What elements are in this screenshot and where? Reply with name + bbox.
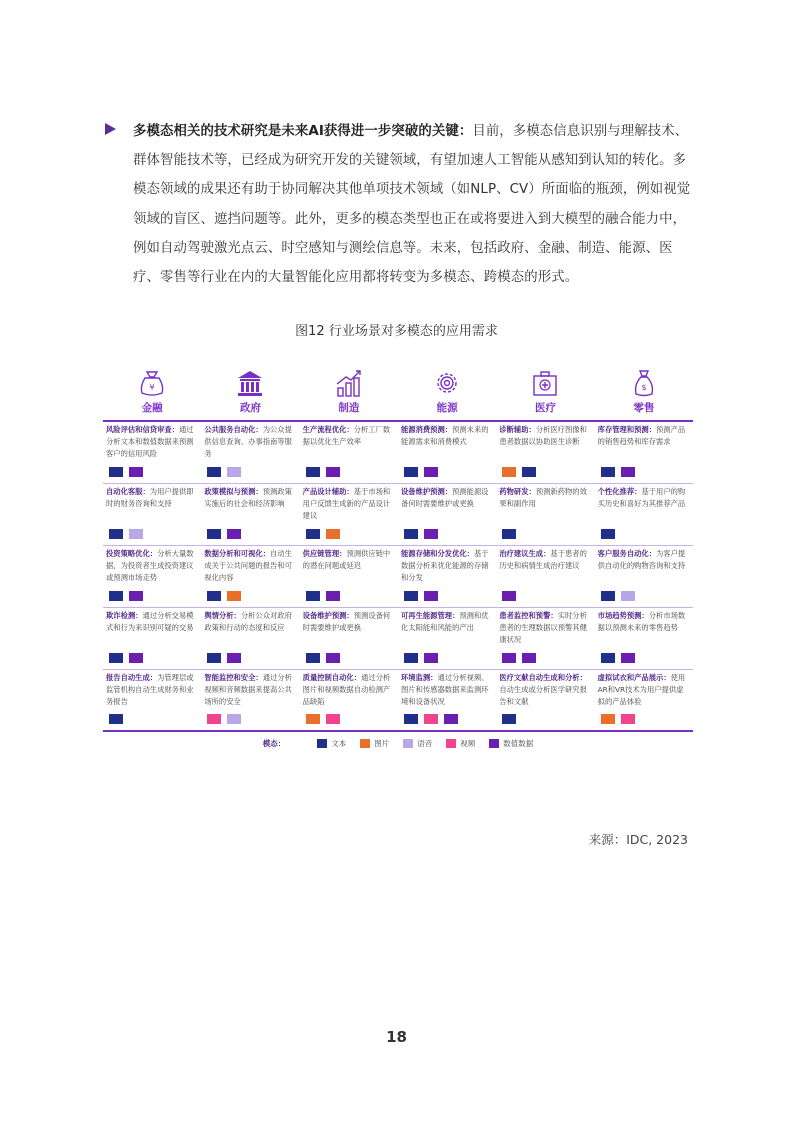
scenario-text [106,610,198,634]
modality-markers [404,467,438,477]
modality-marker [207,467,221,477]
modality-markers [109,529,143,539]
scenario-heading: 患者监控和预警： [499,611,558,620]
modality-marker [404,714,418,724]
modality-marker [326,653,340,663]
scenario-heading: 医疗文献自动生成和分析： [499,673,587,682]
modality-marker [621,467,635,477]
scenario-heading: 个性化推荐： [597,487,642,496]
scenario-description: 预测产品的销售趋势和库存需求 [597,425,686,447]
scenario-heading: 供应链管理： [302,549,347,558]
legend-item-numeric [489,738,533,749]
scenario-cell [201,608,299,670]
scenario-text [401,610,493,634]
modality-marker [601,591,615,601]
scenario-grid [103,422,693,732]
scenario-cell [398,484,496,546]
scenario-text [303,672,395,709]
scenario-description: 通过分析图片和视频数据自动检测产品缺陷 [302,673,391,707]
category-label: 医疗 [534,402,556,414]
modality-marker [424,467,438,477]
modality-markers [207,467,241,477]
legend-item-voice [403,738,432,749]
scenario-cell [103,670,201,732]
legend-title: 模态： [262,739,286,748]
modality-marker [601,714,615,724]
svg-text:$: $ [641,383,647,392]
scenario-text [401,548,493,585]
source-note: 来源：IDC, 2023 [588,832,688,847]
modality-markers [601,591,635,601]
scenario-description: 基于患者的历史和病情生成治疗建议 [499,549,587,571]
manufacturing-chart-icon [333,368,365,398]
scenario-text [499,672,591,709]
scenario-heading: 投资策略优化： [106,549,158,558]
scenario-text [499,548,591,572]
scenario-cell [595,608,693,670]
legend-swatch [317,739,327,748]
scenario-heading: 客户服务自动化： [597,549,657,558]
modality-marker [306,467,320,477]
modality-markers [207,529,241,539]
scenario-description: 预测新药物的效果和副作用 [499,487,587,509]
scenario-cell [398,422,496,484]
scenario-description: 预测设备何时需要维护或更换 [302,611,391,633]
category-finance [103,368,201,418]
scenario-heading: 环境监测： [401,673,438,682]
modality-markers [502,714,516,724]
scenario-text [598,610,690,634]
scenario-description: 预测和优化太阳能和风能的产出 [401,611,489,633]
scenario-description: 预测未来的能源需求和消费模式 [401,425,489,447]
triangle-bullet-icon [105,123,116,135]
scenario-description: 分析大量数据，为投资者生成投资建议或预测市场走势 [106,549,194,583]
modality-markers [404,591,438,601]
modality-marker [404,467,418,477]
scenario-text [401,486,493,510]
scenario-text [598,672,690,709]
scenario-heading: 智能监控和安全： [204,673,263,682]
scenario-heading: 数据分析和可视化： [204,549,270,558]
scenario-description: 自动生成关于公共问题的报告和可视化内容 [204,549,292,583]
modality-marker [306,653,320,663]
modality-markers [306,591,340,601]
scenario-description: 分析公众对政府政策和行动的态度和反应 [204,611,292,633]
scenario-heading: 能源存储和分发优化： [401,549,474,558]
legend-item-text [317,738,346,749]
modality-marker [621,714,635,724]
scenario-heading: 生产流程优化： [302,425,354,434]
scenario-text [303,486,395,523]
scenario-cell [300,670,398,732]
scenario-heading: 设备维护预测： [302,611,354,620]
modality-marker [109,714,123,724]
intro-body-text: 目前，多模态信息识别与理解技术、群体智能技术等，已经成为研究开发的关键领域，有望加速人工智能从感知到认知的转化。多模态领域的成果还有助于协同解决其他单项技术领域（如NLP、CV）所面临的瓶颈，例如视觉领域的盲区、遮挡问题等。此外，更多的模态类型也正在或将要进入到大模型的融合能力中，例如自动驾驶激光点云、时空感知与测绘信息等。未来，包括政府、金融、制造、能源、医疗、零售等行业在内的大量智能化应用都将转变为多模态、跨模态的形式。 [133,124,691,286]
government-icon [234,368,266,398]
scenario-text [204,424,296,461]
scenario-text [499,610,591,647]
scenario-cell [595,546,693,608]
scenario-heading: 市场趋势预测： [597,611,649,620]
scenario-description: 使用AR和VR技术为用户提供虚拟的产品体验 [597,673,686,707]
scenario-heading: 库存管理和预测： [597,425,657,434]
modality-marker [227,467,241,477]
modality-marker [306,714,320,724]
page-number: 18 [386,1028,407,1046]
scenario-description: 为用户提供即时的财务咨询和支持 [106,487,194,509]
scenario-cell [103,484,201,546]
scenario-text [106,486,198,510]
modality-marker [444,714,458,724]
modality-marker [326,529,340,539]
legend-item-image [360,738,389,749]
modality-markers [601,653,635,663]
scenario-text [303,548,395,572]
modality-marker [227,653,241,663]
scenario-description: 分析医疗图像和患者数据以协助医生诊断 [499,425,587,447]
scenario-text [598,424,690,448]
industry-modality-figure [103,368,693,749]
modality-marker [601,653,615,663]
modality-marker [306,591,320,601]
modality-markers [502,529,516,539]
scenario-cell [103,608,201,670]
scenario-cell [103,422,201,484]
scenario-cell [595,484,693,546]
category-medical [496,368,594,418]
category-label: 制造 [338,402,360,414]
modality-marker [207,591,221,601]
modality-marker [424,591,438,601]
modality-marker [424,653,438,663]
modality-legend [103,738,693,749]
modality-marker [502,467,516,477]
scenario-heading: 治疗建议生成： [499,549,551,558]
scenario-cell [398,670,496,732]
scenario-description: 预测能源设备何时需要维护或更换 [401,487,489,509]
modality-marker [109,591,123,601]
scenario-text [303,610,395,634]
scenario-text [204,610,296,634]
modality-markers [207,714,241,724]
category-header-row [103,368,693,418]
scenario-text [499,486,591,510]
modality-marker [621,591,635,601]
scenario-description: 实时分析患者的生理数据以预警其健康状况 [499,611,587,645]
modality-markers [306,529,340,539]
modality-marker [129,653,143,663]
scenario-cell [595,422,693,484]
legend-swatch [489,739,499,748]
scenario-text [598,486,690,510]
modality-marker [227,529,241,539]
scenario-cell [496,608,594,670]
scenario-description: 基于市场和用户反馈生成新的产品设计建议 [302,487,391,521]
scenario-cell [496,484,594,546]
scenario-heading: 报告自动生成： [106,673,158,682]
category-energy [398,368,496,418]
scenario-description: 为管理层或监管机构自动生成财务和业务报告 [106,673,194,707]
modality-marker [522,653,536,663]
legend-label: 文本 [331,739,347,748]
scenario-description: 通过分析视频和音频数据来提高公共场所的安全 [204,673,292,707]
category-government [201,368,299,418]
scenario-description: 分析市场数据以预测未来的零售趋势 [597,611,686,633]
modality-markers [502,467,536,477]
modality-markers [502,653,536,663]
modality-marker [227,591,241,601]
modality-markers [109,714,123,724]
scenario-description: 预测政策实施后的社会和经济影响 [204,487,292,509]
scenario-text [499,424,591,448]
legend-swatch [360,739,370,748]
scenario-text [204,672,296,709]
modality-marker [207,714,221,724]
scenario-text [204,548,296,585]
modality-markers [601,714,635,724]
modality-markers [404,653,438,663]
modality-marker [502,529,516,539]
modality-marker [522,467,536,477]
retail-bag-icon [628,368,660,398]
scenario-cell [300,546,398,608]
scenario-cell [103,546,201,608]
scenario-heading: 欺诈检测： [106,611,143,620]
modality-markers [306,653,340,663]
legend-swatch [446,739,456,748]
intro-paragraph-block [105,117,695,292]
modality-marker [502,714,516,724]
scenario-cell [496,546,594,608]
category-label: 能源 [436,402,458,414]
scenario-description: 为公众提供信息查询、办事指南等服务 [204,425,292,459]
scenario-cell [398,546,496,608]
medical-kit-icon [529,368,561,398]
category-label: 金融 [141,402,163,414]
category-manufacturing [300,368,398,418]
scenario-text [303,424,395,448]
scenario-heading: 药物研发： [499,487,536,496]
modality-markers [109,591,143,601]
scenario-text [106,672,198,709]
modality-marker [306,529,320,539]
scenario-heading: 风险评估和信贷审查： [106,425,179,434]
modality-marker [227,714,241,724]
modality-marker [207,529,221,539]
scenario-heading: 政策模拟与预测： [204,487,263,496]
scenario-cell [398,608,496,670]
moneybag-icon [136,368,168,398]
legend-label: 视频 [460,739,476,748]
scenario-heading: 质量控制自动化： [302,673,362,682]
modality-marker [129,591,143,601]
category-label: 零售 [633,402,655,414]
modality-marker [621,653,635,663]
figure-title: 图12 行业场景对多模态的应用需求 [295,324,498,339]
scenario-text [204,486,296,510]
scenario-text [106,548,198,585]
scenario-description: 通过分析交易模式和行为来识别可疑的交易 [106,611,194,633]
scenario-description: 为客户提供自动化的购物咨询和支持 [597,549,686,571]
scenario-cell [496,422,594,484]
modality-marker [502,653,516,663]
scenario-heading: 可再生能源管理： [401,611,460,620]
legend-label: 语音 [417,739,433,748]
modality-marker [326,467,340,477]
intro-bold-lead: 多模态相关的技术研究是未来AI获得进一步突破的关键： [133,124,473,139]
scenario-heading: 公共服务自动化： [204,425,263,434]
modality-marker [326,591,340,601]
modality-marker [424,714,438,724]
scenario-text [401,672,493,709]
modality-marker [129,529,143,539]
modality-markers [207,653,241,663]
modality-marker [404,653,418,663]
modality-marker [109,653,123,663]
scenario-cell [496,670,594,732]
modality-marker [109,467,123,477]
scenario-text [401,424,493,448]
modality-markers [207,591,241,601]
modality-marker [502,591,516,601]
scenario-description: 基于数据分析来优化能源的存储和分发 [401,549,489,583]
modality-markers [601,467,635,477]
modality-markers [404,714,458,724]
scenario-cell [300,608,398,670]
intro-paragraph [133,117,695,292]
modality-marker [109,529,123,539]
legend-label: 图片 [374,739,390,748]
modality-marker [129,467,143,477]
modality-markers [404,529,438,539]
modality-marker [601,529,615,539]
scenario-text [106,424,198,461]
scenario-cell [201,546,299,608]
scenario-heading: 设备维护预测： [401,487,453,496]
scenario-heading: 产品设计辅助： [302,487,354,496]
category-retail [595,368,693,418]
modality-markers [306,467,340,477]
modality-marker [424,529,438,539]
modality-marker [404,529,418,539]
modality-markers [109,653,143,663]
scenario-heading: 能源消费预测： [401,425,453,434]
scenario-cell [201,484,299,546]
svg-text:¥: ¥ [149,383,155,392]
modality-markers [502,591,516,601]
scenario-cell [201,422,299,484]
legend-label: 数值数据 [503,739,534,748]
scenario-description: 分析工厂数据以优化生产效率 [302,425,391,447]
scenario-cell [201,670,299,732]
scenario-description: 通过分析视频、图片和传感器数据来监测环境和设备状况 [401,673,489,707]
scenario-heading: 诊断辅助： [499,425,536,434]
scenario-cell [300,484,398,546]
modality-marker [601,467,615,477]
category-label: 政府 [239,402,261,414]
modality-marker [326,714,340,724]
modality-markers [601,529,615,539]
scenario-heading: 自动化客服： [106,487,150,496]
modality-markers [109,467,143,477]
legend-item-video [446,738,475,749]
scenario-cell [300,422,398,484]
modality-marker [207,653,221,663]
modality-markers [306,714,340,724]
scenario-description: 自动生成或分析医学研究报告和文献 [499,685,587,707]
scenario-description: 基于用户的购买历史和喜好为其推荐产品 [597,487,686,509]
scenario-heading: 舆情分析： [204,611,241,620]
scenario-description: 通过分析文本和数值数据来预测客户的信用风险 [106,425,194,459]
scenario-heading: 虚拟试衣和产品展示： [597,673,671,682]
scenario-cell [595,670,693,732]
scenario-text [598,548,690,572]
legend-swatch [403,739,413,748]
scenario-description: 预测供应链中的潜在问题或延迟 [302,549,391,571]
energy-gear-icon [431,368,463,398]
modality-marker [404,591,418,601]
